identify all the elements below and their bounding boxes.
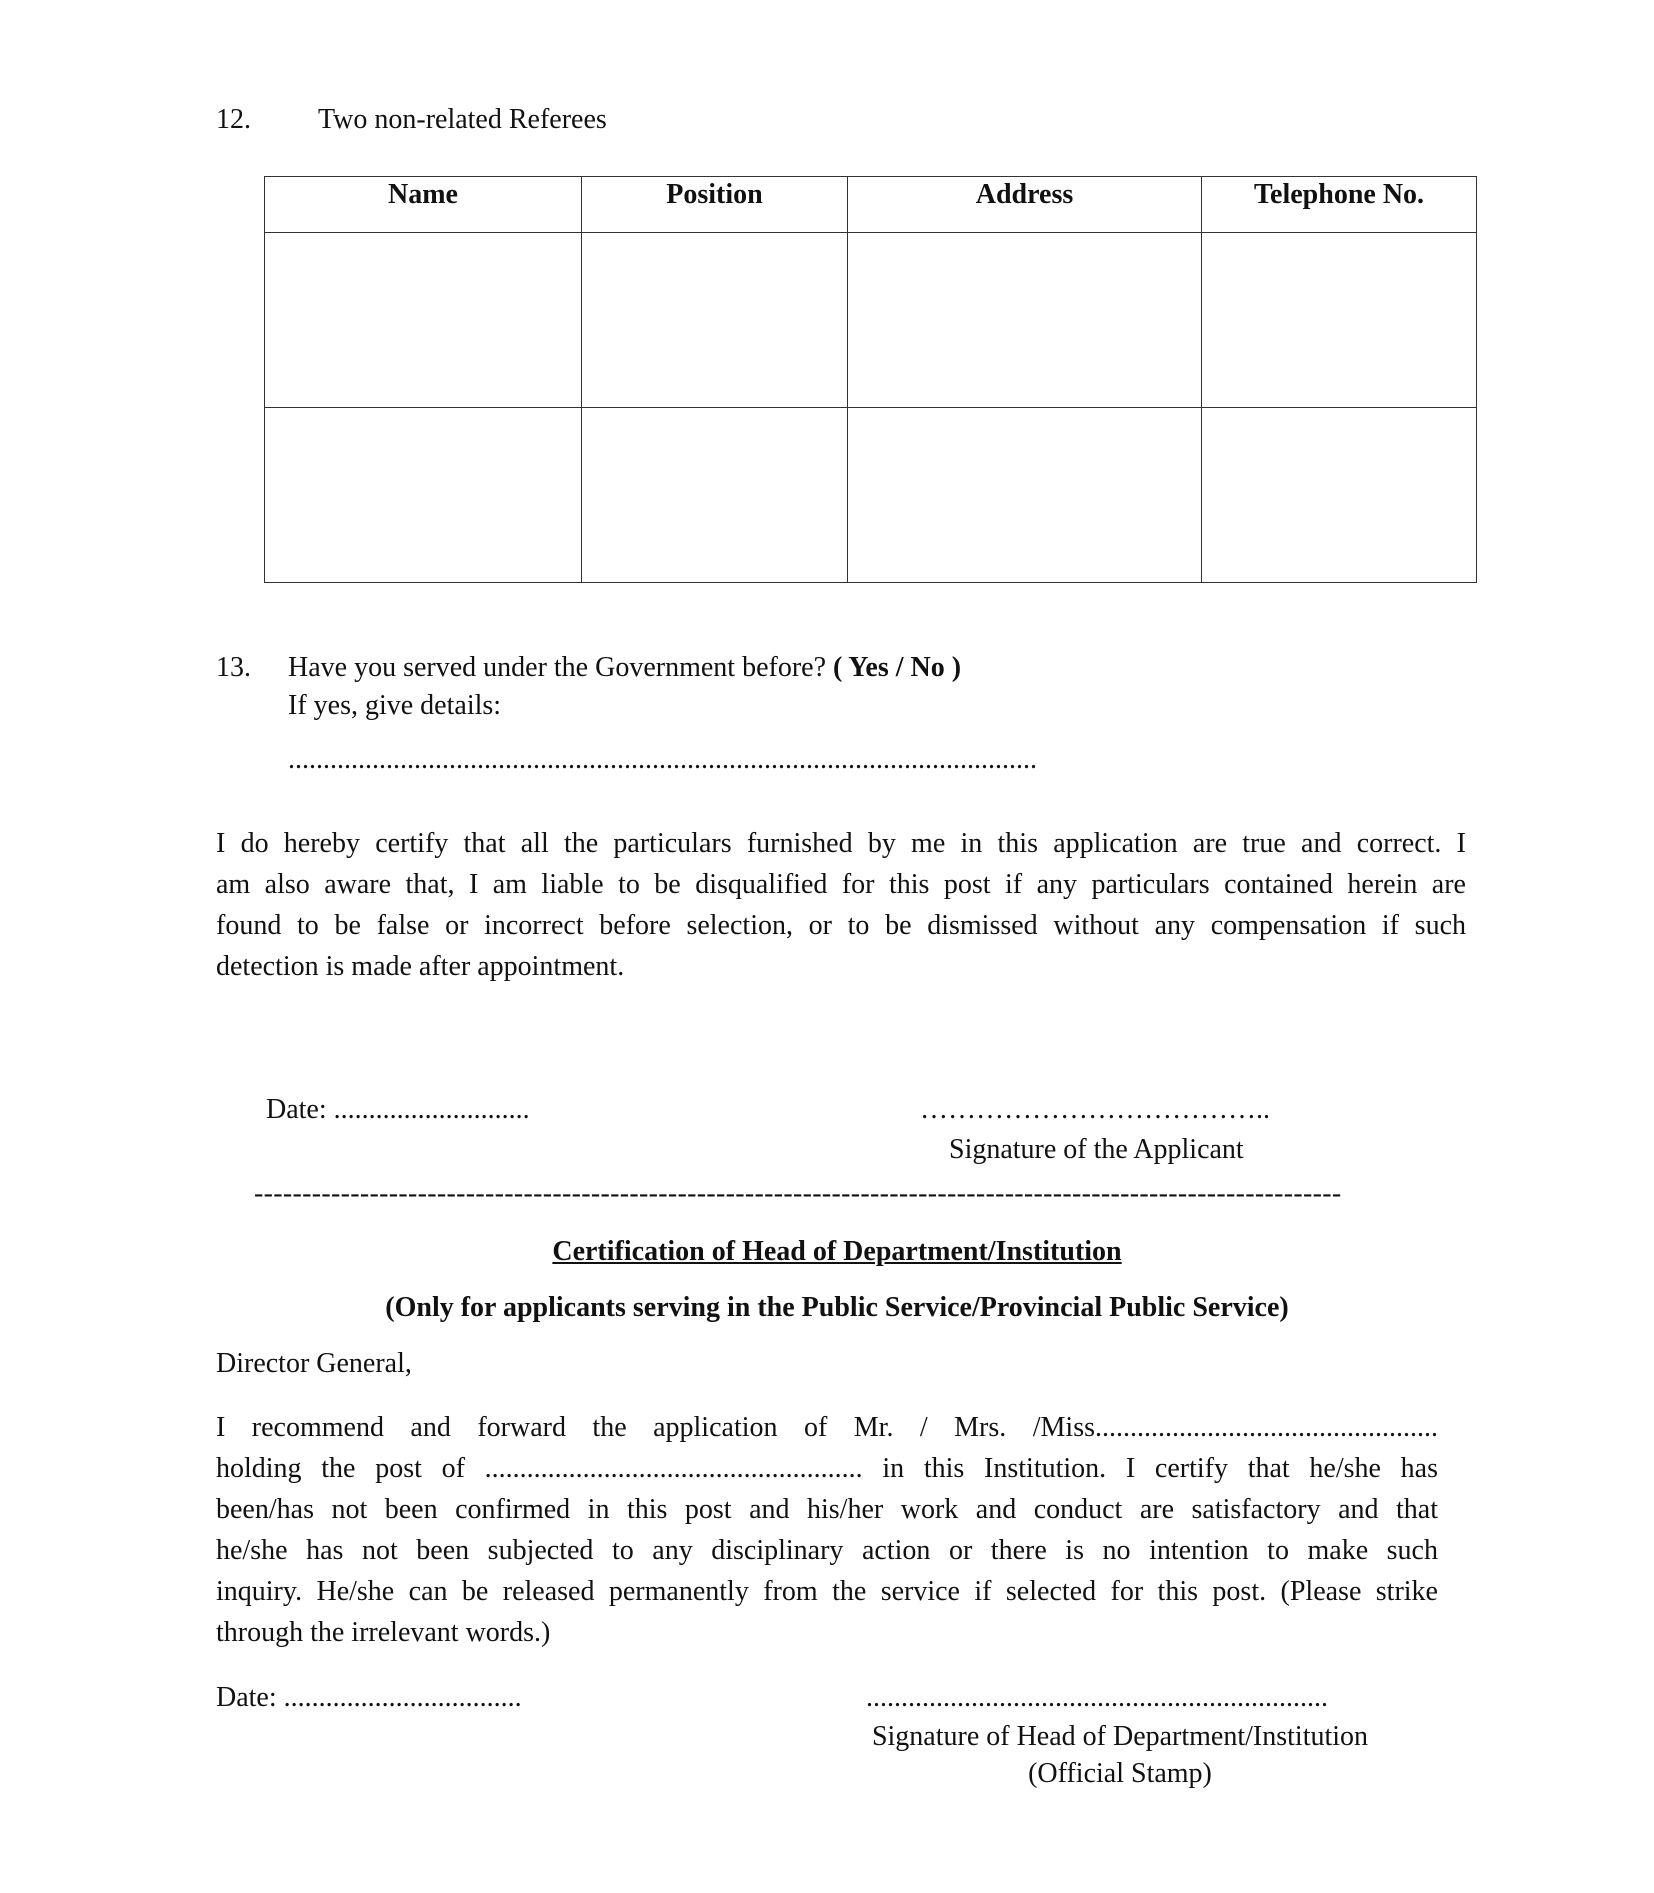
salutation: Director General, [216, 1348, 412, 1379]
section-13-question-line [288, 652, 961, 684]
declaration-line: am also aware that, I am liable to be disqualified for this post if any particulars contained herein are [216, 869, 1466, 900]
details-field[interactable]: ........................................................................................................... [288, 744, 1037, 775]
column-header-name: Name [265, 177, 582, 233]
table-header-row [265, 177, 1477, 233]
referee-1-position-cell[interactable] [582, 233, 848, 408]
certification-title: Certification of Head of Department/Institution [552, 1236, 1122, 1267]
declaration-line: found to be false or incorrect before selection, or to be dismissed without any compensation if such [216, 910, 1466, 941]
section-divider: ----------------------------------------------------------------------------------------------------------------- [254, 1178, 1342, 1209]
declaration-line: I do hereby certify that all the particulars furnished by me in this application are true and correct. I [216, 828, 1466, 859]
applicant-date-field[interactable]: Date: ............................ [266, 1094, 530, 1125]
details-label: If yes, give details: [288, 690, 502, 721]
section-13-question: Have you served under the Government before? [288, 652, 827, 683]
applicant-signature-label: Signature of the Applicant [949, 1134, 1244, 1165]
recommendation-line: through the irrelevant words.) [216, 1617, 551, 1648]
declaration-paragraph [216, 823, 1466, 987]
recommendation-line: I recommend and forward the application of Mr. / Mrs. /Miss................................................. [216, 1412, 1438, 1443]
referee-2-name-cell[interactable] [265, 408, 582, 583]
referee-1-address-cell[interactable] [848, 233, 1202, 408]
referee-1-telephone-cell[interactable] [1202, 233, 1477, 408]
recommendation-line: he/she has not been subjected to any disciplinary action or there is no intention to make such [216, 1535, 1438, 1566]
official-stamp-label: (Official Stamp) [1028, 1758, 1212, 1789]
column-header-address: Address [848, 177, 1202, 233]
head-signature-line[interactable]: .................................................................. [866, 1682, 1328, 1713]
section-12-title: Two non-related Referees [318, 104, 607, 135]
yes-no-options: ( Yes / No ) [833, 652, 962, 683]
column-header-telephone: Telephone No. [1202, 177, 1477, 233]
referees-table [264, 176, 1477, 583]
recommendation-line: inquiry. He/she can be released permanently from the service if selected for this post. (Please strike [216, 1576, 1438, 1607]
head-date-field[interactable]: Date: .................................. [216, 1682, 522, 1713]
table-row [265, 233, 1477, 408]
certification-subtitle: (Only for applicants serving in the Public Service/Provincial Public Service) [385, 1292, 1289, 1323]
section-13-number: 13. [216, 652, 251, 683]
recommendation-line: been/has not been confirmed in this post and his/her work and conduct are satisfactory and that [216, 1494, 1438, 1525]
head-signature-label: Signature of Head of Department/Institution [871, 1721, 1369, 1752]
referee-2-telephone-cell[interactable] [1202, 408, 1477, 583]
declaration-line: detection is made after appointment. [216, 951, 625, 982]
applicant-signature-line[interactable]: ……………………………….. [920, 1094, 1270, 1125]
table-row [265, 408, 1477, 583]
column-header-position: Position [582, 177, 848, 233]
section-12-number: 12. [216, 104, 251, 135]
recommendation-line: holding the post of ...................................................... in this Institution. I certify that he/she has [216, 1453, 1438, 1484]
recommendation-paragraph [216, 1407, 1438, 1653]
referee-2-address-cell[interactable] [848, 408, 1202, 583]
referee-2-position-cell[interactable] [582, 408, 848, 583]
referee-1-name-cell[interactable] [265, 233, 582, 408]
